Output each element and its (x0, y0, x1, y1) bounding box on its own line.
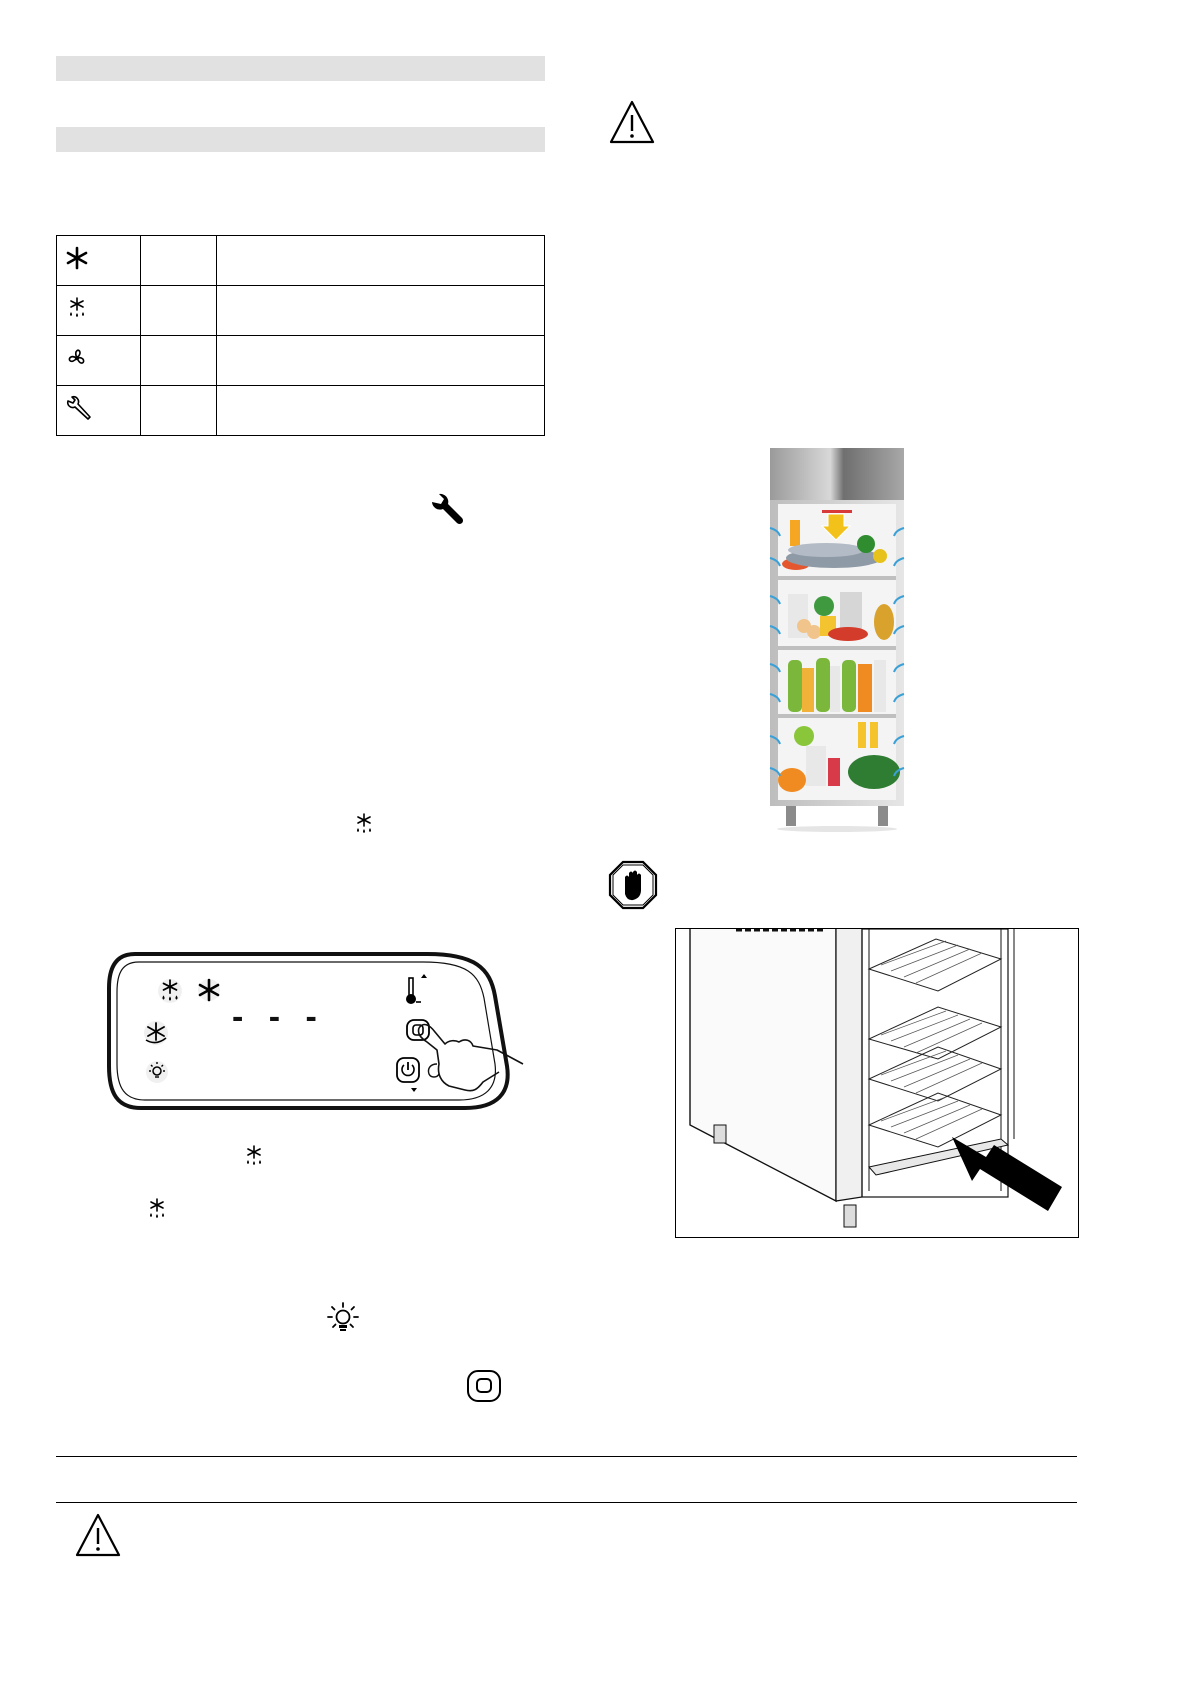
shelf-illustration (675, 928, 1079, 1238)
table-row (57, 236, 545, 286)
symbols-table (56, 235, 545, 436)
divider-line (56, 1502, 1077, 1503)
set-button-icon (466, 1369, 502, 1403)
fast-cooling-icon (143, 1020, 169, 1046)
defrost-icon (242, 1144, 266, 1168)
section-header-bar (56, 127, 545, 152)
light-icon (145, 1060, 169, 1084)
snowflake-icon (65, 246, 89, 270)
warning-icon (74, 1512, 122, 1558)
snowflake-icon (197, 978, 221, 1002)
table-row (57, 336, 545, 386)
defrost-icon (352, 812, 376, 836)
section-header-bar (56, 56, 545, 81)
table-row (57, 286, 545, 336)
defrost-icon (145, 1197, 169, 1221)
refrigerator-airflow-illustration (766, 446, 908, 832)
wrench-icon (428, 492, 466, 528)
wrench-icon (65, 395, 93, 421)
stop-hand-icon (608, 860, 658, 910)
defrost-icon (65, 296, 89, 320)
open-cabinet-drawing (676, 929, 1078, 1237)
thermometer-icon[interactable] (403, 974, 433, 1008)
temperature-display: - - - (232, 998, 325, 1036)
table-row (57, 386, 545, 436)
divider-line (56, 1456, 1077, 1457)
warning-icon (608, 99, 656, 145)
pressing-hand-illustration (415, 1020, 525, 1108)
defrost-icon (157, 978, 183, 1004)
fan-icon (65, 346, 89, 370)
light-icon (326, 1302, 360, 1336)
